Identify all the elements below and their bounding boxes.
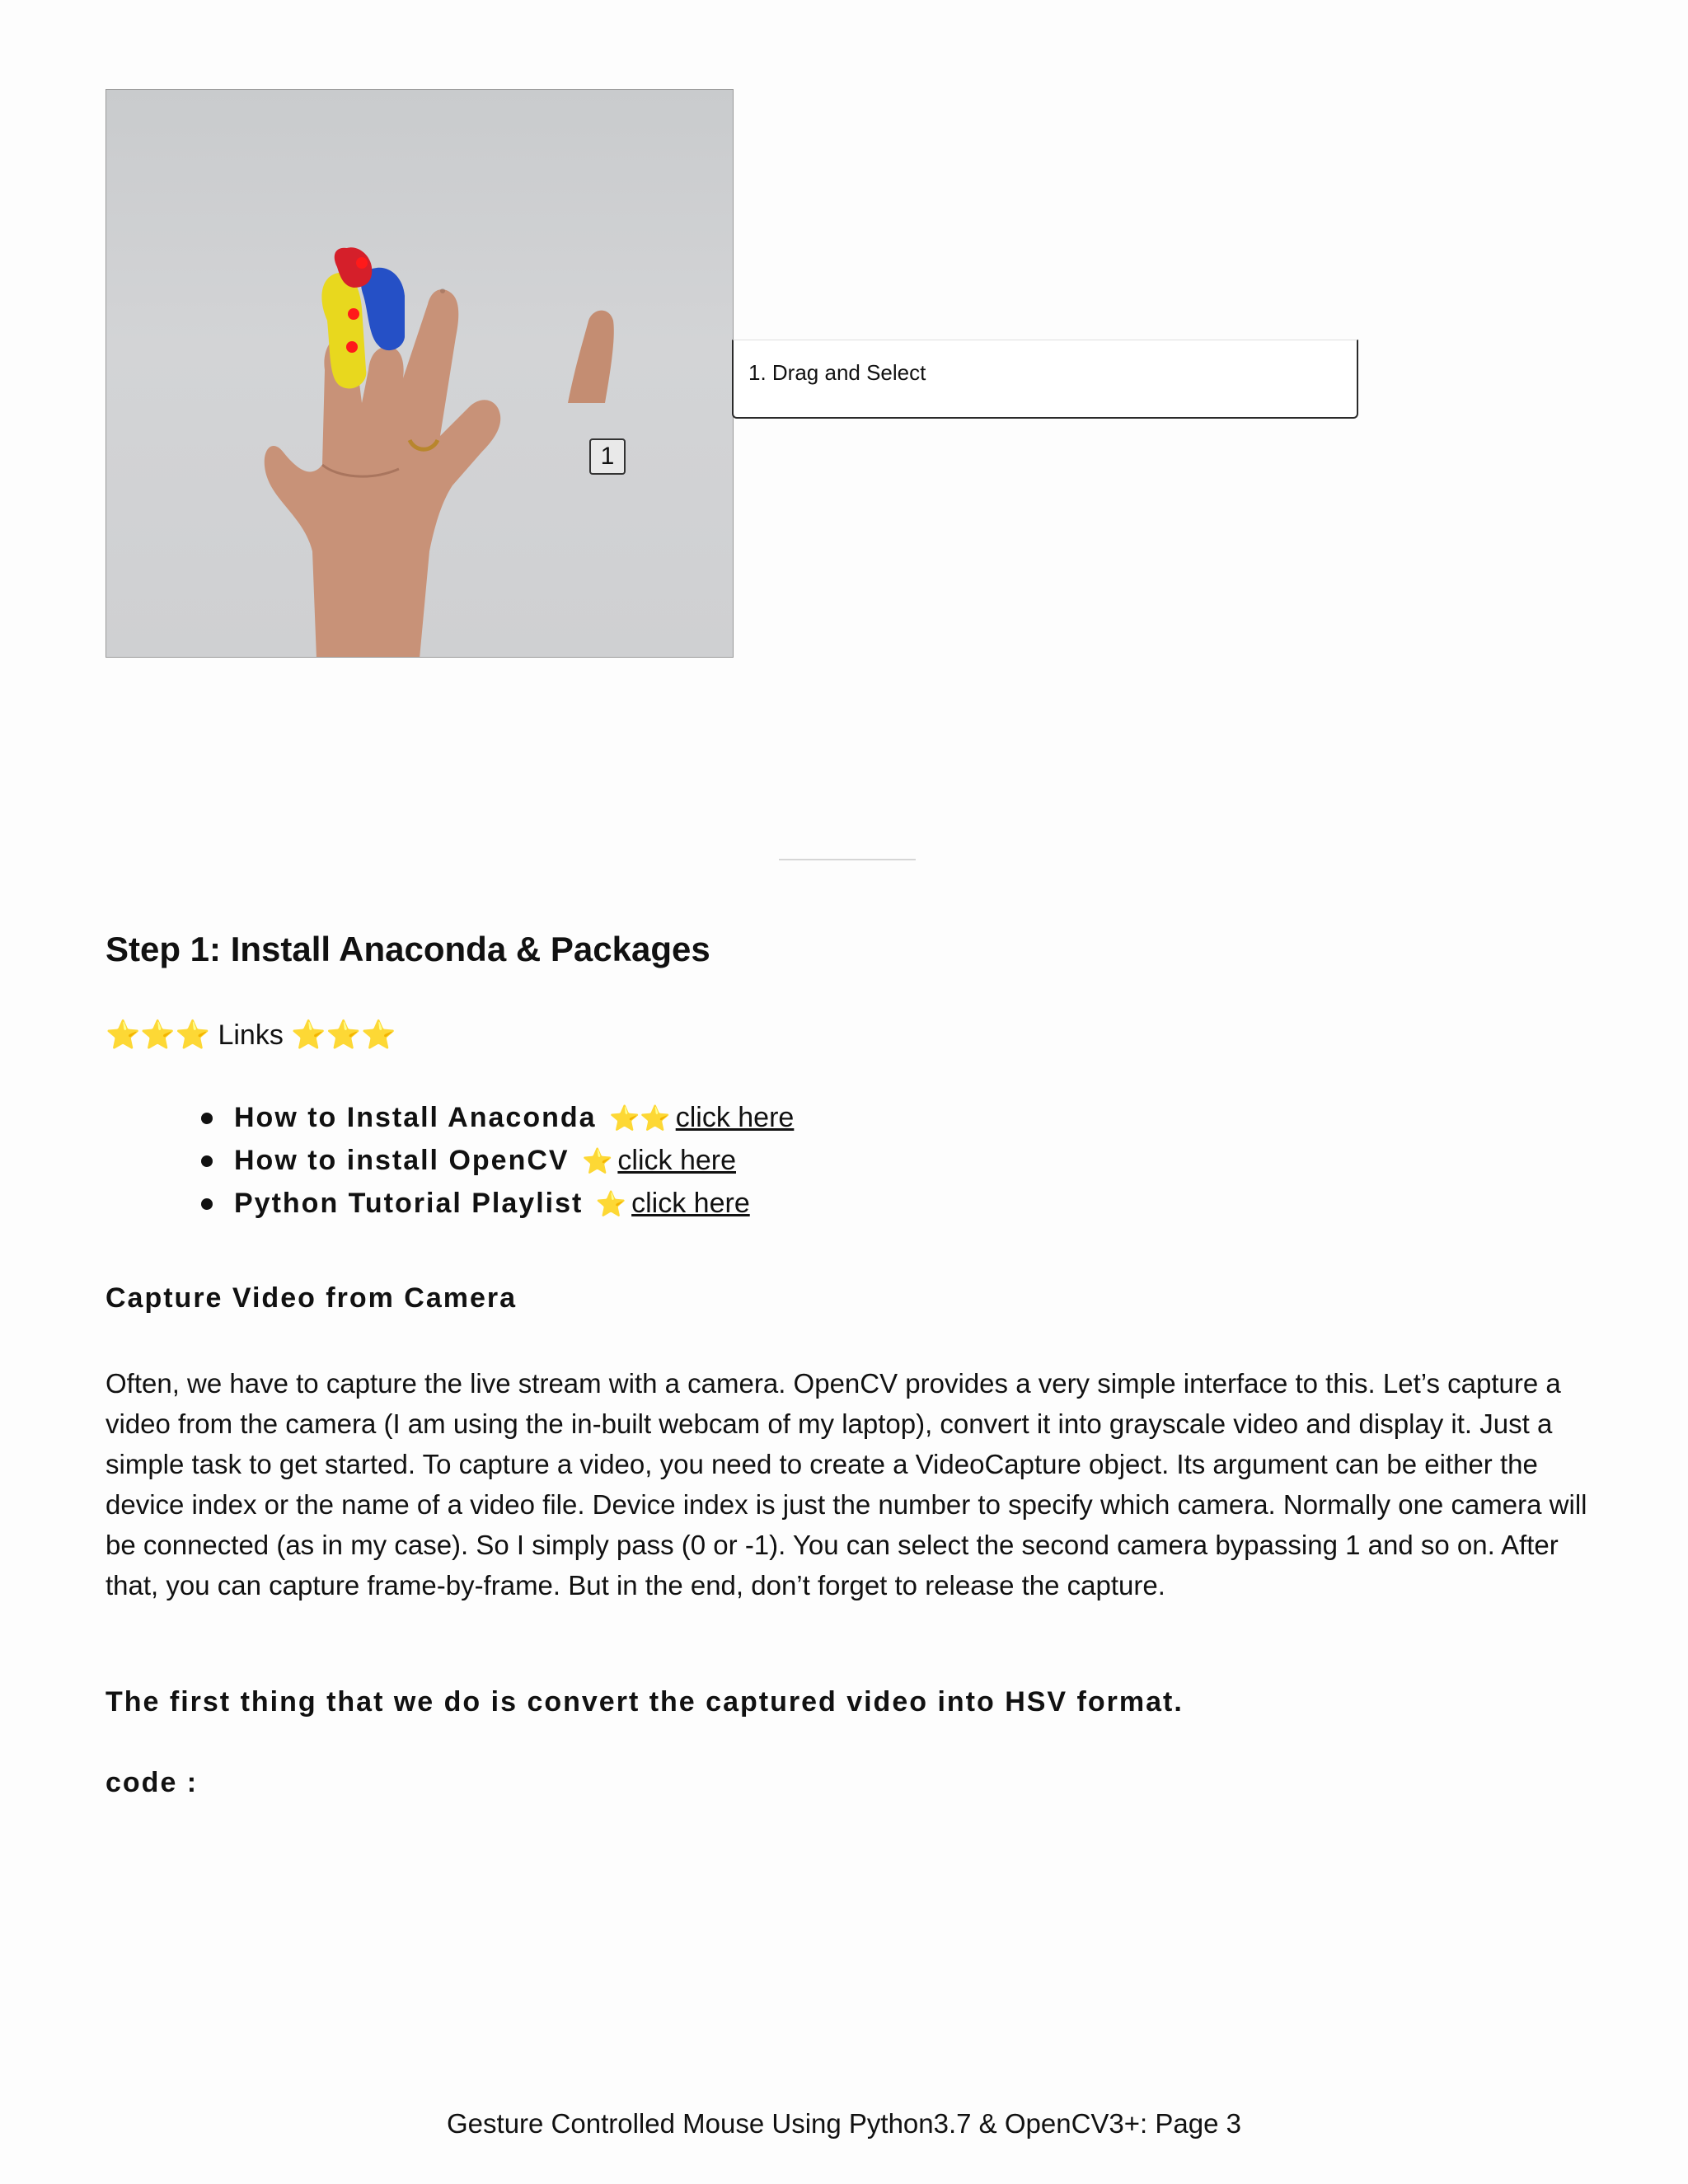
body-paragraph: Often, we have to capture the live stream with a camera. OpenCV provides a very simple interface to this. Let’s capture a video from the camera (I am using the in-built webcam of my laptop), convert it into grayscale video and display it. Just a simple task to get started. To capture a video, you need to create a VideoCapture object. Its argument can be either the device index or the name of a video file. Device index is just the number to specify which camera. Normally one camera will be connected (as in my case). So I simply pass (0 or -1). You can select the second camera bypassing 1 and so on. After that, you can capture frame-by-frame. But in the end, don’t forget to release the capture. [106,1368,1587,1601]
tracking-dot [356,257,368,269]
tracking-dot [348,308,359,320]
bold-statement: The first thing that we do is convert the captured video into HSV format. [106,1686,1184,1718]
tracking-dot [346,341,358,353]
star-icon: ⭐⭐⭐ [106,1019,211,1052]
annotation-box [732,340,1358,419]
hand-illustration [106,90,734,658]
subheading: Capture Video from Camera [106,1282,518,1314]
star-icon: ⭐⭐ [609,1104,671,1133]
link-title: Python Tutorial Playlist [234,1188,584,1219]
section-heading: Step 1: Install Anaconda & Packages [106,930,710,968]
list-item [198,1182,794,1225]
link-title: How to Install Anaconda [234,1102,597,1133]
page-footer: Gesture Controlled Mouse Using Python3.7 & OpenCV3+: Page 3 [447,2108,1241,2139]
link-title: How to install OpenCV [234,1145,570,1176]
playlist-link[interactable]: click here [631,1188,750,1219]
star-icon: ⭐ [595,1190,627,1219]
star-icon: ⭐ [582,1147,613,1176]
annotation-text: 1. Drag and Select [748,360,926,385]
links-label: Links [210,1019,292,1051]
star-icon: ⭐⭐⭐ [291,1019,396,1052]
links-intro [106,1019,396,1052]
code-label: code : [106,1767,199,1798]
hand-photo [106,89,734,658]
bullet-icon [201,1113,213,1124]
opencv-link[interactable]: click here [617,1145,736,1176]
bullet-icon [201,1198,213,1210]
bullet-icon [201,1155,213,1167]
list-item [198,1096,794,1139]
anaconda-link[interactable]: click here [675,1102,795,1133]
links-list [198,1096,794,1225]
selection-marker: 1 [589,438,626,475]
divider [779,859,916,860]
list-item [198,1139,794,1182]
